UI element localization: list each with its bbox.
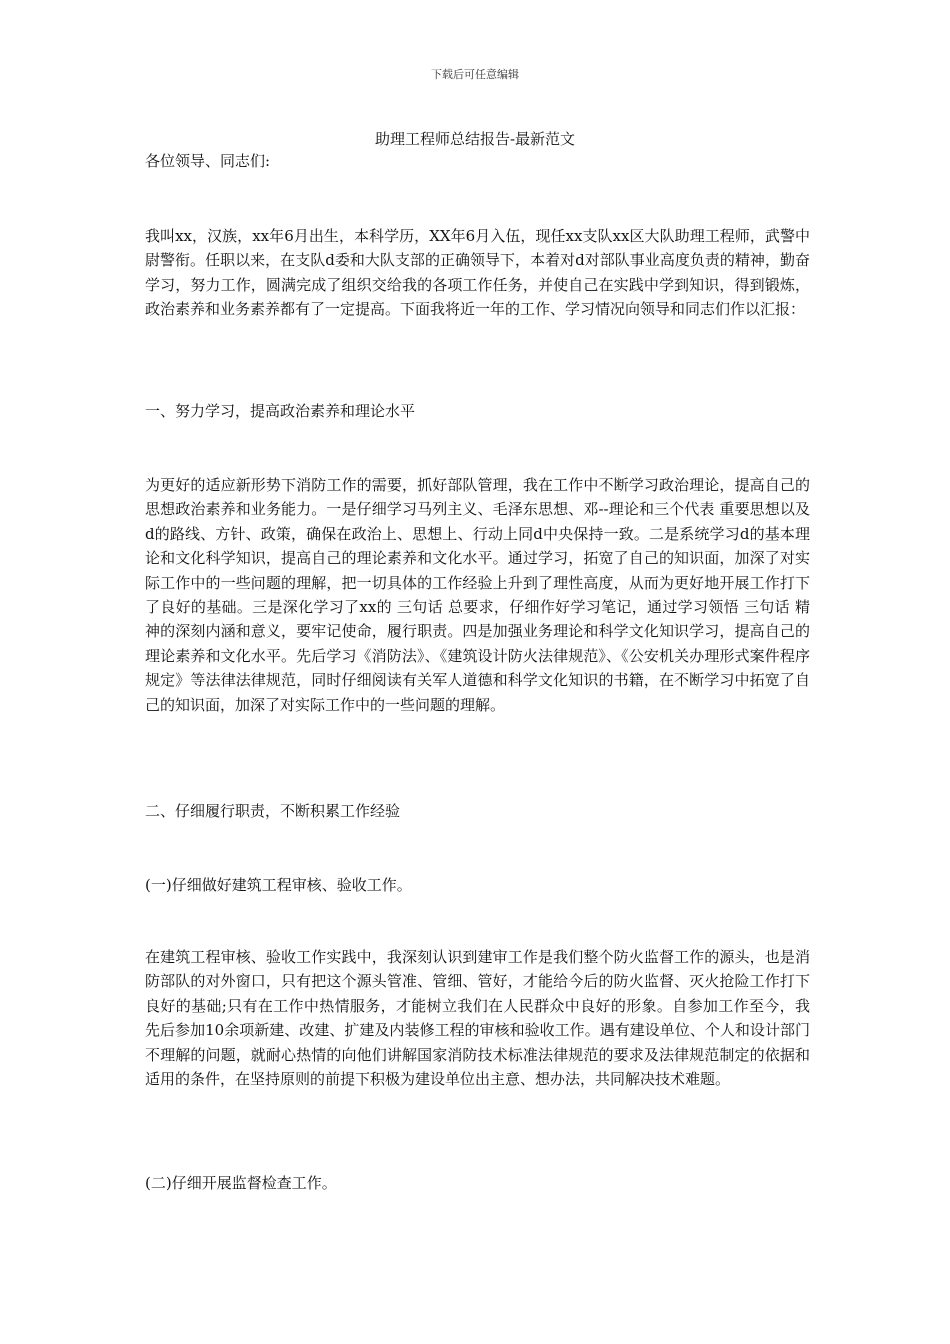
- subsection1-heading: (一)仔细做好建筑工程审核、验收工作。: [145, 876, 412, 894]
- section2-heading: 二、仔细履行职责，不断积累工作经验: [145, 802, 401, 820]
- section1-paragraph: 为更好的适应新形势下消防工作的需要，抓好部队管理，我在工作中不断学习政治理论，提高自己的思想政治素养和业务能力。一是仔细学习马列主义、毛泽东思想、邓--理论和三个代表 重要思想以及d的路线、方针、政策，确保在政治上、思想上、行动上同d中央保持一致。二是系统学习d的基本理论和文化科学知识，提高自己的理论素养和文化水平。通过学习，拓宽了自己的知识面，加深了对实际工作中的一些问题的理解，把一切具体的工作经验上升到了理性高度，从而为更好地开展工作打下了良好的基础。三是深化学习了xx的 三句话 总要求，仔细作好学习笔记，通过学习领悟 三句话 精神的深刻内涵和意义，要牢记使命，履行职责。四是加强业务理论和科学文化知识学习，提高自己的理论素养和文化水平。先后学习《消防法》、《建筑设计防火法律规范》、《公安机关办理形式案件程序规定》等法律法律规范，同时仔细阅读有关军人道德和科学文化知识的书籍，在不断学习中拓宽了自己的知识面，加深了对实际工作中的一些问题的理解。: [145, 476, 810, 714]
- subsection2-heading: (二)仔细开展监督检查工作。: [145, 1174, 337, 1192]
- subsection1-paragraph: 在建筑工程审核、验收工作实践中，我深刻认识到建审工作是我们整个防火监督工作的源头，也是消防部队的对外窗口，只有把这个源头管准、管细、管好，才能给今后的防火监督、灭火抢险工作打下良好的基础;只有在工作中热情服务，才能树立我们在人民群众中良好的形象。自参加工作至今，我先后参加10余项新建、改建、扩建及内装修工程的审核和验收工作。遇有建设单位、个人和设计部门不理解的问题，就耐心热情的向他们讲解国家消防技术标准法律规范的要求及法律规范制定的依据和适用的条件，在坚持原则的前提下积极为建设单位出主意、想办法，共同解决技术难题。: [145, 948, 810, 1089]
- intro-paragraph: 我叫xx，汉族，xx年6月出生，本科学历，XX年6月入伍，现任xx支队xx区大队助理工程师，武警中尉警衔。任职以来，在支队d委和大队支部的正确领导下，本着对d对部队事业高度负责的精神，勤奋学习，努力工作，圆满完成了组织交给我的各项工作任务，并使自己在实践中学到知识，得到锻炼，政治素养和业务素养都有了一定提高。下面我将近一年的工作、学习情况向领导和同志们作以汇报：: [145, 227, 810, 319]
- salutation: 各位领导、同志们:: [145, 152, 271, 170]
- section1-heading: 一、努力学习，提高政治素养和理论水平: [145, 402, 416, 420]
- download-note: 下载后可任意编辑: [431, 68, 519, 81]
- document-title: 助理工程师总结报告-最新范文: [374, 130, 576, 148]
